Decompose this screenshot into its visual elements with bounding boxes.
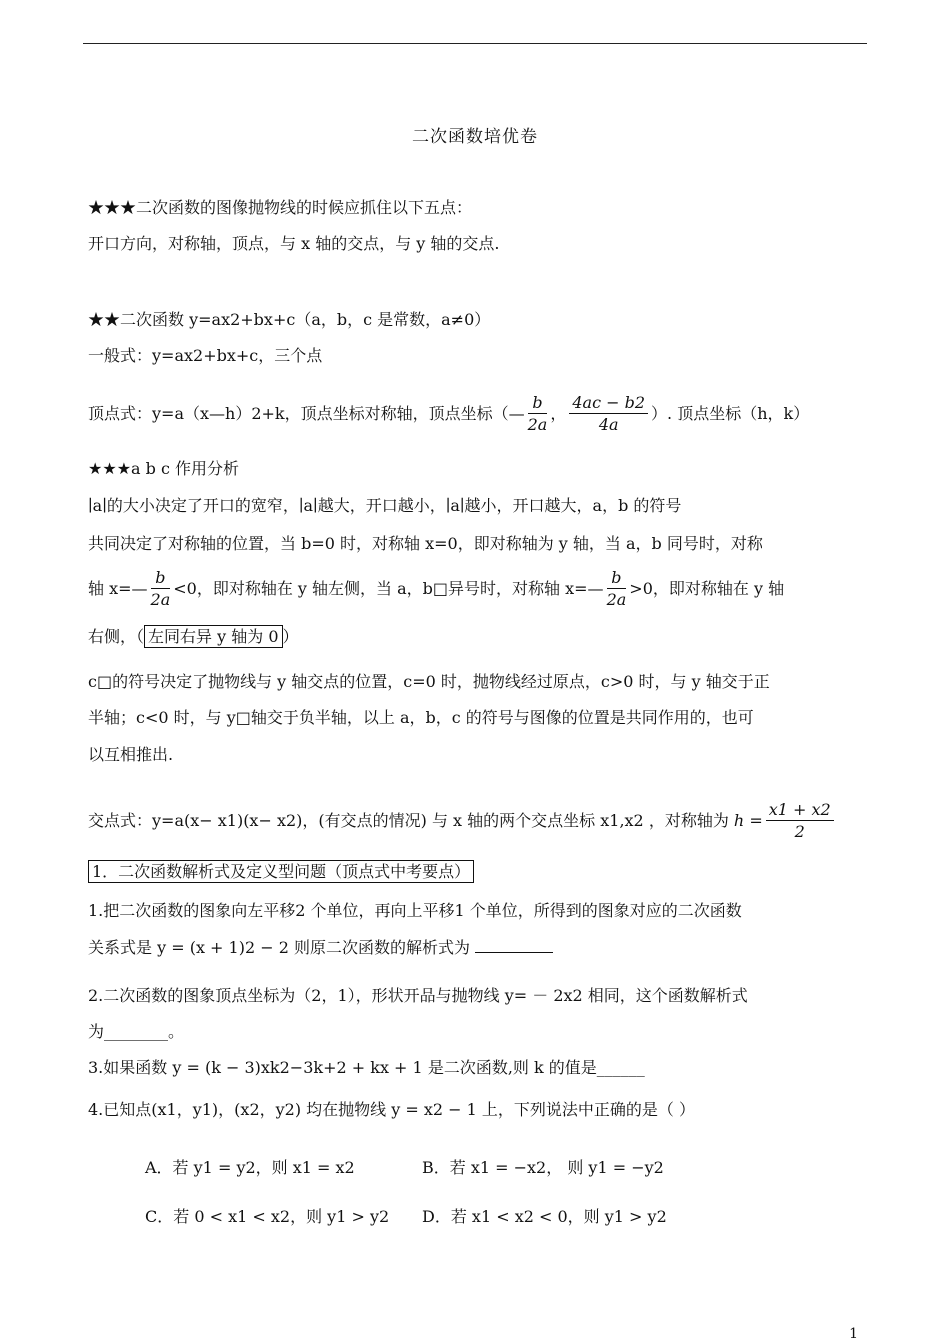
frac-den: 2	[794, 822, 805, 841]
option-a[interactable]: A．若 y1 = y2，则 x1 = x2	[145, 1158, 355, 1177]
question-2-line-2: 为________。	[88, 1022, 185, 1041]
vertex-prefix: 顶点式：y=a（x—h）2+k，顶点坐标对称轴，顶点坐标（—	[88, 404, 525, 423]
abc-heading: ★★★a b c 作用分析	[88, 459, 240, 478]
axis-frac-right	[607, 568, 627, 611]
intro-points: 开口方向，对称轴，顶点，与 x 轴的交点，与 y 轴的交点.	[88, 234, 500, 253]
vertex-frac-2	[569, 393, 648, 436]
intercept-text: 交点式：y=a(x− x1)(x− x2)，(有交点的情况) 与 x 轴的两个交点坐标 x1,x2 ，对称轴为	[88, 811, 729, 830]
p4-suffix: ）	[282, 627, 299, 646]
frac-num: b	[607, 568, 627, 589]
vertex-form	[88, 393, 809, 436]
vertex-comma: ，	[550, 404, 567, 423]
p3-part-a: 轴 x=—	[88, 579, 148, 598]
definition-line: ★★二次函数 y=ax2+bx+c（a，b，c 是常数，a≠0）	[88, 310, 491, 329]
intro-heading: ★★★二次函数的图像抛物线的时候应抓住以下五点：	[88, 198, 473, 217]
abc-paragraph-4	[88, 627, 299, 647]
vertex-frac-1	[528, 393, 548, 436]
p3-part-c: >0，即对称轴在 y 轴	[629, 579, 785, 598]
rule-box: 左同右异 y 轴为 0	[144, 625, 282, 648]
answer-blank[interactable]	[475, 938, 553, 953]
frac-den: 4a	[598, 415, 619, 434]
frac-den: 2a	[527, 415, 548, 434]
vertex-suffix: ）. 顶点坐标（h，k）	[651, 404, 810, 423]
c-paragraph-3: 以互相推出.	[88, 745, 174, 764]
intercept-form	[88, 800, 837, 843]
option-b[interactable]: B．若 x1 = −x2， 则 y1 = −y2	[422, 1158, 664, 1177]
frac-den: 2a	[606, 590, 627, 609]
frac-num: 4ac − b2	[569, 393, 648, 414]
frac-num: b	[151, 568, 171, 589]
option-d[interactable]: D．若 x1 < x2 < 0，则 y1 > y2	[422, 1207, 667, 1226]
page-number: 1	[849, 1326, 858, 1342]
c-paragraph-2: 半轴；c<0 时，与 y□轴交于负半轴，以上 a，b，c 的符号与图像的位置是共同作用的，也可	[88, 708, 754, 727]
question-1-line-2	[88, 938, 553, 958]
h-symbol: h =	[733, 811, 763, 830]
abc-paragraph-1: ∣a∣的大小决定了开口的宽窄，∣a∣越大，开口越小，∣a∣越小，开口越大，a，b 的符号	[88, 496, 682, 515]
axis-frac-left	[151, 568, 171, 611]
c-paragraph-1: c□的符号决定了抛物线与 y 轴交点的位置，c=0 时，抛物线经过原点，c>0 时，与 y 轴交于正	[88, 672, 770, 691]
question-1-line-1: 1.把二次函数的图象向左平移2 个单位，再向上平移1 个单位，所得到的图象对应的二次函数	[88, 901, 742, 920]
abc-paragraph-3	[88, 568, 784, 611]
p3-part-b: <0，即对称轴在 y 轴左侧，当 a，b□异号时，对称轴 x=—	[173, 579, 604, 598]
section-title-box: 1．二次函数解析式及定义型问题（顶点式中考要点）	[88, 860, 474, 883]
abc-paragraph-2: 共同决定了对称轴的位置，当 b=0 时，对称轴 x=0，即对称轴为 y 轴，当 a，b 同号时，对称	[88, 534, 763, 553]
frac-den: 2a	[150, 590, 171, 609]
frac-num: b	[528, 393, 548, 414]
q1-text: 关系式是 y = (x + 1)2 − 2 则原二次函数的解析式为	[88, 938, 470, 957]
section-heading	[88, 862, 474, 882]
question-4: 4.已知点(x1，y1)，(x2，y2) 均在抛物线 y = x2 − 1 上，下列说法中正确的是（ ）	[88, 1100, 696, 1119]
header-rule	[83, 43, 867, 44]
general-form: 一般式：y=ax2+bx+c，三个点	[88, 346, 323, 365]
option-c[interactable]: C．若 0 < x1 < x2，则 y1 > y2	[145, 1207, 390, 1226]
question-3: 3.如果函数 y = (k − 3)xk2−3k+2 + kx + 1 是二次函数,则 k 的值是______	[88, 1058, 645, 1077]
p4-prefix: 右侧，（	[88, 627, 145, 646]
frac-num: x1 + x2	[766, 800, 834, 821]
page-title: 二次函数培优卷	[412, 127, 538, 147]
question-2-line-1: 2.二次函数的图象顶点坐标为（2，1），形状开品与抛物线 y= － 2x2 相同，这个函数解析式	[88, 986, 748, 1005]
intercept-frac	[766, 800, 834, 843]
